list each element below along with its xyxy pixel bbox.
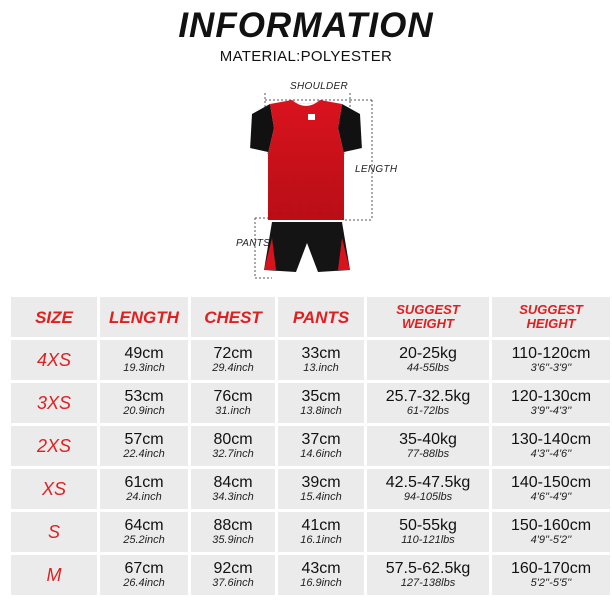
length-label: LENGTH	[355, 164, 398, 175]
chest-cell: 84cm 34.3inch	[191, 469, 275, 509]
pants-cell: 41cm 16.1inch	[278, 512, 364, 552]
chest-cell: 72cm 29.4inch	[191, 340, 275, 380]
header-pants: PANTS	[278, 297, 364, 337]
table-row	[11, 383, 610, 423]
pants-cell: 39cm 15.4inch	[278, 469, 364, 509]
table-row	[11, 426, 610, 466]
table-row	[11, 340, 610, 380]
page-title: INFORMATION	[178, 6, 434, 45]
header-suggest-height: SUGGEST HEIGHT	[492, 297, 610, 337]
chest-cell: 92cm 37.6inch	[191, 555, 275, 595]
size-cell: 3XS	[11, 383, 97, 423]
weight-cell: 25.7-32.5kg 61-72lbs	[367, 383, 489, 423]
pants-label: PANTS	[236, 238, 271, 249]
height-cell: 150-160cm 4'9''-5'2''	[492, 512, 610, 552]
table-row	[11, 469, 610, 509]
size-cell: XS	[11, 469, 97, 509]
height-cell: 110-120cm 3'6''-3'9''	[492, 340, 610, 380]
length-cell: 49cm 19.3inch	[100, 340, 188, 380]
pants-cell: 43cm 16.9inch	[278, 555, 364, 595]
header-suggest-weight: SUGGEST WEIGHT	[367, 297, 489, 337]
shoulder-label: SHOULDER	[290, 81, 348, 92]
weight-cell: 35-40kg 77-88lbs	[367, 426, 489, 466]
size-cell: 2XS	[11, 426, 97, 466]
material-label: MATERIAL:POLYESTER	[219, 48, 393, 65]
header-chest: CHEST	[191, 297, 275, 337]
header-length: LENGTH	[100, 297, 188, 337]
size-chart-table	[8, 294, 612, 598]
height-cell: 120-130cm 3'9''-4'3''	[492, 383, 610, 423]
size-cell: S	[11, 512, 97, 552]
weight-cell: 20-25kg 44-55lbs	[367, 340, 489, 380]
length-cell: 61cm 24.inch	[100, 469, 188, 509]
weight-cell: 42.5-47.5kg 94-105lbs	[367, 469, 489, 509]
height-cell: 140-150cm 4'6''-4'9''	[492, 469, 610, 509]
chest-cell: 88cm 35.9inch	[191, 512, 275, 552]
height-cell: 160-170cm 5'2''-5'5''	[492, 555, 610, 595]
chest-cell: 80cm 32.7inch	[191, 426, 275, 466]
pants-cell: 37cm 14.6inch	[278, 426, 364, 466]
table-header-row	[11, 297, 610, 337]
length-cell: 53cm 20.9inch	[100, 383, 188, 423]
table-row	[11, 512, 610, 552]
weight-cell: 50-55kg 110-121lbs	[367, 512, 489, 552]
length-cell: 57cm 22.4inch	[100, 426, 188, 466]
shorts	[264, 222, 350, 272]
chest-cell: 76cm 31.inch	[191, 383, 275, 423]
header-size: SIZE	[11, 297, 97, 337]
kit-diagram	[0, 78, 612, 288]
weight-cell: 57.5-62.5kg 127-138lbs	[367, 555, 489, 595]
length-cell: 67cm 26.4inch	[100, 555, 188, 595]
table-row	[11, 555, 610, 595]
height-cell: 130-140cm 4'3''-4'6''	[492, 426, 610, 466]
pants-cell: 33cm 13.inch	[278, 340, 364, 380]
pants-cell: 35cm 13.8inch	[278, 383, 364, 423]
size-cell: M	[11, 555, 97, 595]
length-cell: 64cm 25.2inch	[100, 512, 188, 552]
size-cell: 4XS	[11, 340, 97, 380]
jersey-illustration	[0, 78, 612, 288]
